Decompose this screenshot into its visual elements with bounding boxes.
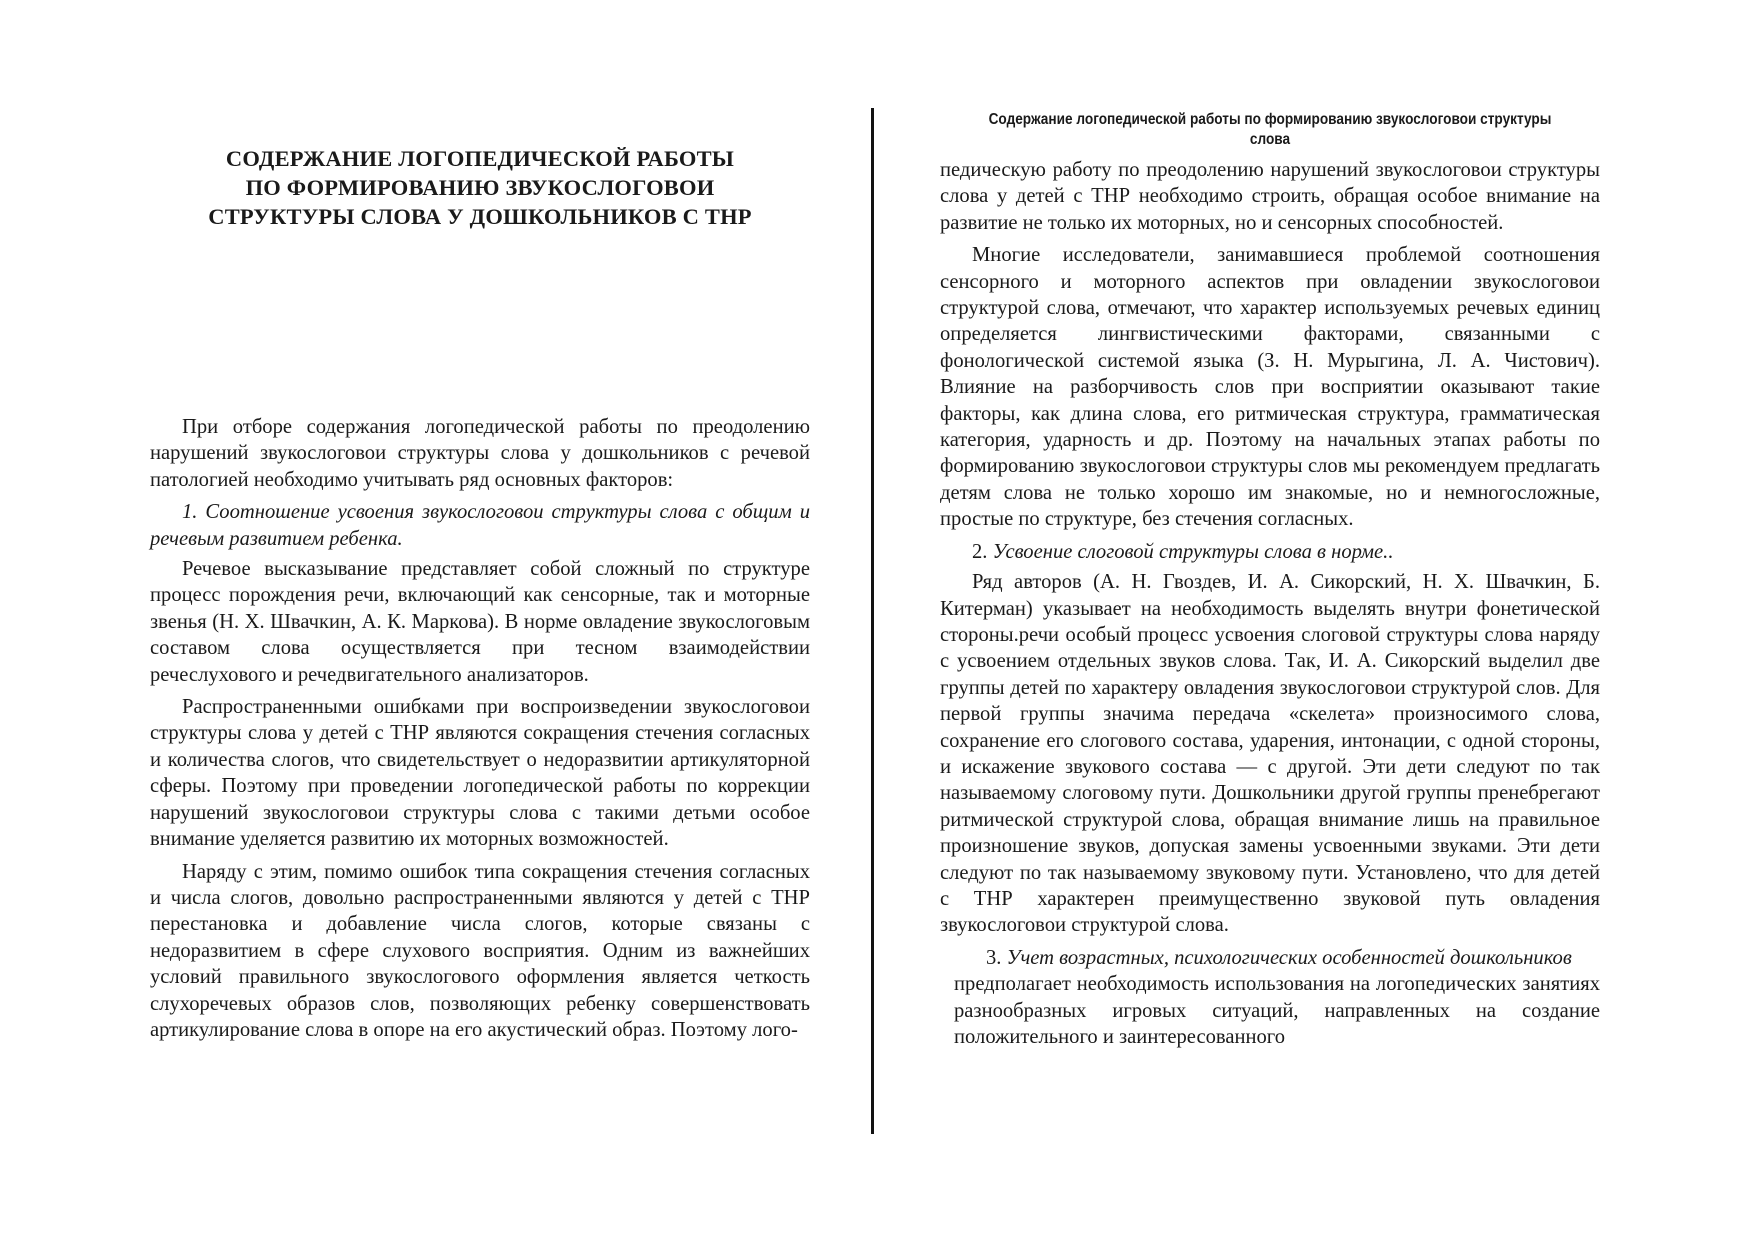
running-head: Содержание логопедической работы по формированию звукослоговои структуры слова: [988, 111, 1552, 148]
title-line: СТРУКТУРЫ СЛОВА У ДОШКОЛЬНИКОВ С ТНР: [208, 204, 752, 229]
section-heading-text: 1. Соотношение усвоения звукослоговои структуры слова с общим и речевым развитием ребенка.: [150, 501, 810, 550]
page-divider: [871, 108, 874, 1134]
paragraph: Многие исследователи, занимавшиеся проблемой соотношения сенсорного и моторного аспектов при овладении звукослоговои структурой слова, отмечают, что характер используемых речевых единиц определяется лингвистическими факторами, связанными с фонологической системой языка (З. Н. Мурыгина, Л. А. Чистович). Влияние на разборчивость слов при восприятии оказывают такие факторы, как длина слова, его ритмическая структура, грамматическая категория, ударность и др. Поэтому на начальных этапах работы по формированию звукослоговои структуры слов мы рекомендуем предлагать детям слова не только хорошо им знакомые, но и немногосложные, простые по структуре, без стечения согласных.: [940, 244, 1600, 531]
paragraph: Наряду с этим, помимо ошибок типа сокращения стечения согласных и числа слогов, довольно распространенными являются у детей с ТНР перестановка и добавление числа слогов, которые связаны с недоразвитием в сфере слухового восприятия. Одним из важнейших условий правильного звукослогового оформления является четкость слухоречевых образов слов, позволяющих ребенку совершенствовать артикулирование слова в опоре на его акустический образ. Поэтому лого-: [150, 860, 810, 1041]
left-body-text: [150, 414, 810, 1049]
right-body-text: [940, 157, 1600, 1056]
title-line: СОДЕРЖАНИЕ ЛОГОПЕДИЧЕСКОЙ РАБОТЫ: [225, 146, 735, 171]
paragraph: Распространенными ошибками при воспроизведении звукослоговои структуры слова у детей с ТНР являются сокращения стечения согласных и количества слогов, что свидетельствует о недоразвитии артикуляторной сферы. Поэтому при проведении логопедической работы по коррекции нарушений звукослоговои структуры слова с такими детьми особое внимание уделяется развитию их моторных возможностей.: [150, 696, 810, 851]
paragraph: При отборе содержания логопедической работы по преодолению нарушений звукослоговои структуры слова у дошкольников с речевой патологией необходимо учитывать ряд основных факторов:: [150, 416, 810, 491]
section-number: 2.: [972, 540, 988, 563]
section-heading-3: [940, 945, 1600, 971]
paragraph: Речевое высказывание представляет собой сложный по структуре процесс порождения речи, включающий как сенсорные, так и моторные звенья (Н. Х. Швачкин, А. К. Маркова). В норме овладение звукослоговым составом слова осуществляется при тесном взаимодействии речеслухового и речедвигательного анализаторов.: [150, 558, 810, 686]
section-heading-text: Усвоение слоговой структуры слова в норме..: [992, 540, 1394, 563]
paragraph: педическую работу по преодолению нарушений звукослоговои структуры слова у детей с ТНР необходимо строить, обращая особое внимание на развитие не только их моторных, но и сенсорных способностей.: [940, 159, 1600, 234]
paragraph: Ряд авторов (А. Н. Гвоздев, И. А. Сикорский, Н. Х. Швачкин, Б. Китерман) указывает на необходимость выделять внутри фонетической стороны.речи особый процесс усвоения слоговой структуры слова наряду с усвоением отдельных звуков слова. Так, И. А. Сикорский выделил две группы детей по характеру овладения звукослоговои структурой слов. Для первой группы значима передача «скелета» произносимого слова, сохранение его слогового состава, ударения, интонации, с одной стороны, и искажение звукового состава — с другой. Эти дети следуют по так называемому слоговому пути. Дошкольники другой группы пренебрегают ритмической структурой слова, обращая внимание лишь на правильное произношение звуков, допуская замены усвоенными звуками. Эти дети следуют по так называемому звуковому пути. Установлено, что для детей с ТНР характерен преимущественно звуковой путь овладения звукослоговои структурой слова.: [940, 571, 1600, 937]
section-heading-2: [940, 539, 1600, 565]
section-heading-1: [150, 499, 810, 552]
paragraph: предполагает необходимость использования на логопедических занятиях разнообразных игровых ситуаций, направленных на создание положительного и заинтересованного: [954, 973, 1600, 1048]
section-heading-text: Учет возрастных, психологических особенностей дошкольников: [1006, 946, 1572, 969]
title-line: ПО ФОРМИРОВАНИЮ ЗВУКОСЛОГОВОИ: [245, 175, 715, 200]
section-number: 3.: [986, 946, 1002, 969]
chapter-title: [150, 144, 810, 231]
